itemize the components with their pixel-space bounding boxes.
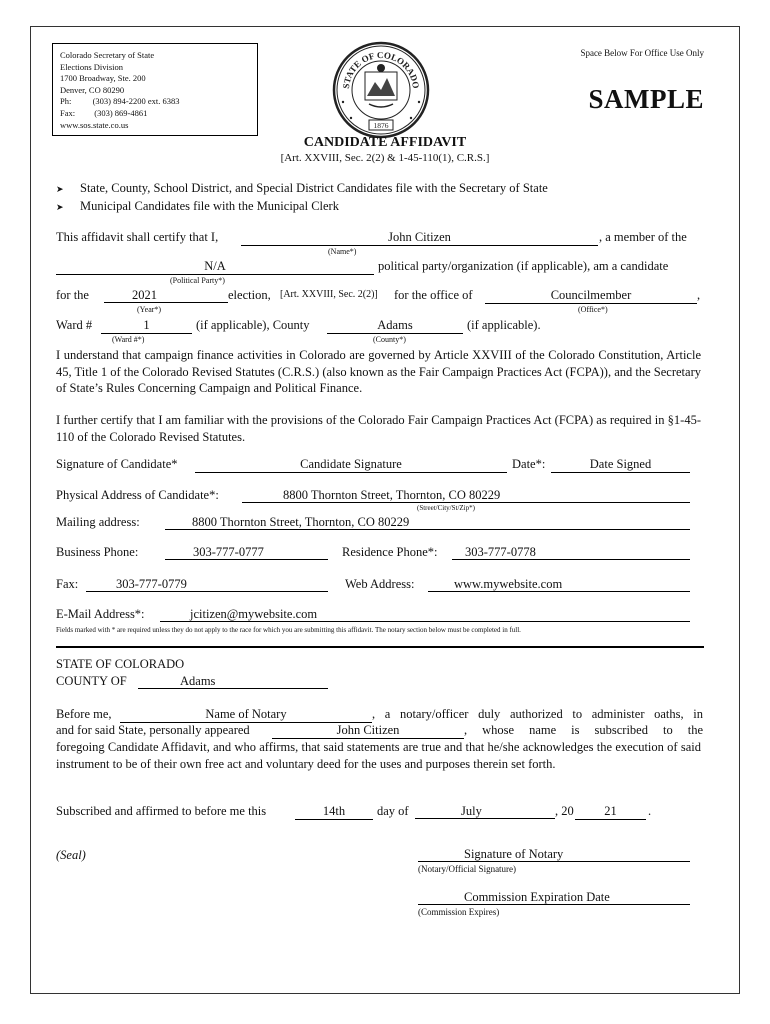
address-line: Fax: (303) 869-4861 (60, 107, 148, 118)
bullet-text: State, County, School District, and Special District Candidates file with the Secretary of State (80, 181, 548, 195)
address-line: Denver, CO 80290 (60, 84, 125, 95)
residence-phone-field[interactable]: 303-777-0778 (452, 545, 690, 560)
election-reference: [Art. XXVIII, Sec. 2(2)] (280, 289, 378, 300)
address-line: www.sos.state.co.us (60, 120, 129, 130)
web-address-label: Web Address: (345, 577, 415, 591)
fcpa-certification-paragraph: I further certify that I am familiar with the provisions of the Colorado Fair Campaign Practices Act (FCPA) as required in §1-45-110 of the Colorado Revised Statutes. (56, 413, 701, 444)
notary-line1-suffix: , a notary/officer duly authorized to administer oaths, in (372, 707, 703, 721)
bullet-text: Municipal Candidates file with the Municipal Clerk (80, 199, 339, 213)
certify-suffix: , a member of the (599, 230, 687, 244)
notary-state-line: STATE OF COLORADO (56, 657, 185, 671)
office-text: for the office of (394, 288, 473, 302)
address-caption: (Street/City/St/Zip*) (417, 504, 475, 512)
ward-label: Ward # (56, 318, 93, 332)
day-of-text: day of (377, 804, 409, 818)
period-text: . (648, 804, 652, 818)
bullet-item (56, 181, 548, 196)
email-label: E-Mail Address*: (56, 607, 145, 621)
residence-phone-label: Residence Phone*: (342, 545, 438, 559)
year-caption: (Year*) (137, 305, 162, 314)
notary-name-field[interactable]: Name of Notary (120, 707, 372, 723)
party-caption: (Political Party*) (170, 276, 225, 285)
party-suffix: political party/organization (if applicable), am a candidate (378, 259, 669, 273)
name-caption: (Name*) (328, 247, 357, 256)
address-line: 1700 Broadway, Ste. 200 (60, 73, 146, 83)
date-signed-field[interactable]: Date Signed (551, 457, 690, 473)
form-subtitle: [Art. XXVIII, Sec. 2(2) & 1-45-110(1), C.R.S.] (280, 152, 490, 164)
office-comma: , (697, 288, 701, 302)
business-phone-field[interactable]: 303-777-0777 (165, 545, 328, 560)
commission-expiration-field[interactable]: Commission Expiration Date (418, 890, 690, 905)
election-year-field[interactable]: 2021 (104, 288, 228, 303)
colorado-state-seal-logo (331, 40, 431, 140)
fax-label: Fax: (56, 577, 79, 591)
notary-county-field[interactable]: Adams (138, 674, 328, 689)
seal-label: (Seal) (56, 848, 86, 862)
notary-line2-suffix: , whose name is subscribed to the (464, 723, 703, 737)
mailing-address-field[interactable]: 8800 Thornton Street, Thornton, CO 80229 (165, 515, 690, 530)
county-suffix: (if applicable). (467, 318, 541, 332)
candidate-signature-field[interactable]: Candidate Signature (195, 457, 507, 473)
arrow-bullet-icon: ➤ (56, 202, 64, 212)
political-party-field[interactable]: N/A (56, 259, 374, 275)
subscribed-text: Subscribed and affirmed to before me this (56, 804, 267, 818)
notary-body-text: foregoing Candidate Affidavit, and who affirms, that said statements are true and that he/she acknowledges the execution of said instrument to be of their own free act and voluntary deed for the uses and purposes therein set forth. (56, 740, 701, 771)
for-the-text: for the (56, 288, 89, 302)
notary-county-label: COUNTY OF (56, 674, 127, 688)
day-field[interactable]: 14th (295, 804, 373, 820)
bullet-item (56, 199, 339, 214)
required-fields-footnote: Fields marked with * are required unless they do not apply to the race for which you are submitting this affidavit. The notary section below must be completed in full. (56, 626, 521, 634)
section-divider (56, 646, 704, 648)
fax-field[interactable]: 303-777-0779 (86, 577, 328, 592)
ward-field[interactable]: 1 (101, 318, 192, 334)
certify-prefix: This affidavit shall certify that I, (56, 230, 219, 244)
year-prefix-text: , 20 (555, 804, 574, 818)
notary-signature-field[interactable]: Signature of Notary (418, 847, 690, 862)
before-me-text: Before me, (56, 707, 112, 721)
notary-year-field[interactable]: 21 (575, 804, 646, 820)
commission-expiration-caption: (Commission Expires) (418, 907, 500, 917)
sample-watermark-label: SAMPLE (588, 84, 704, 114)
election-text: election, (228, 288, 271, 302)
county-caption: (County*) (373, 335, 406, 344)
ward-suffix: (if applicable), County (196, 318, 310, 332)
arrow-bullet-icon: ➤ (56, 184, 64, 194)
notary-signature-caption: (Notary/Official Signature) (418, 864, 517, 874)
form-title: CANDIDATE AFFIDAVIT (303, 135, 467, 150)
mailing-address-label: Mailing address: (56, 515, 140, 529)
date-label: Date*: (512, 457, 546, 471)
campaign-finance-paragraph: I understand that campaign finance activities in Colorado are governed by Article XXVIII of the Colorado Constitution, Article 45, Title 1 of the Colorado Revised Statutes (C.R.S.) (also known as the Fair Campaign Practices Act (FCPA)), and the Secretary of State’s Rules Concerning Campaign and Political Finance. (56, 348, 701, 395)
office-caption: (Office*) (578, 305, 608, 314)
month-field[interactable]: July (415, 804, 555, 819)
candidate-name-field[interactable]: John Citizen (241, 230, 598, 246)
address-line: Colorado Secretary of State (60, 50, 155, 60)
appeared-name-field[interactable]: John Citizen (272, 723, 464, 739)
web-address-field[interactable]: www.mywebsite.com (428, 577, 690, 592)
seal-year-text: 1876 (373, 121, 389, 130)
office-use-note: Space Below For Office Use Only (580, 48, 704, 58)
address-line: Ph: (303) 894-2200 ext. 6383 (60, 96, 180, 106)
email-field[interactable]: jcitizen@mywebsite.com (160, 607, 690, 622)
ward-caption: (Ward #*) (112, 335, 145, 344)
office-field[interactable]: Councilmember (485, 288, 697, 304)
physical-address-field[interactable]: 8800 Thornton Street, Thornton, CO 80229 (242, 488, 690, 503)
notary-line2-prefix: and for said State, personally appeared (56, 723, 250, 737)
signature-label: Signature of Candidate* (56, 457, 178, 471)
business-phone-label: Business Phone: (56, 545, 139, 559)
physical-address-label: Physical Address of Candidate*: (56, 488, 219, 502)
county-field[interactable]: Adams (327, 318, 463, 334)
address-line: Elections Division (60, 61, 124, 72)
seal-title-text: STATE OF COLORADO (340, 49, 422, 90)
